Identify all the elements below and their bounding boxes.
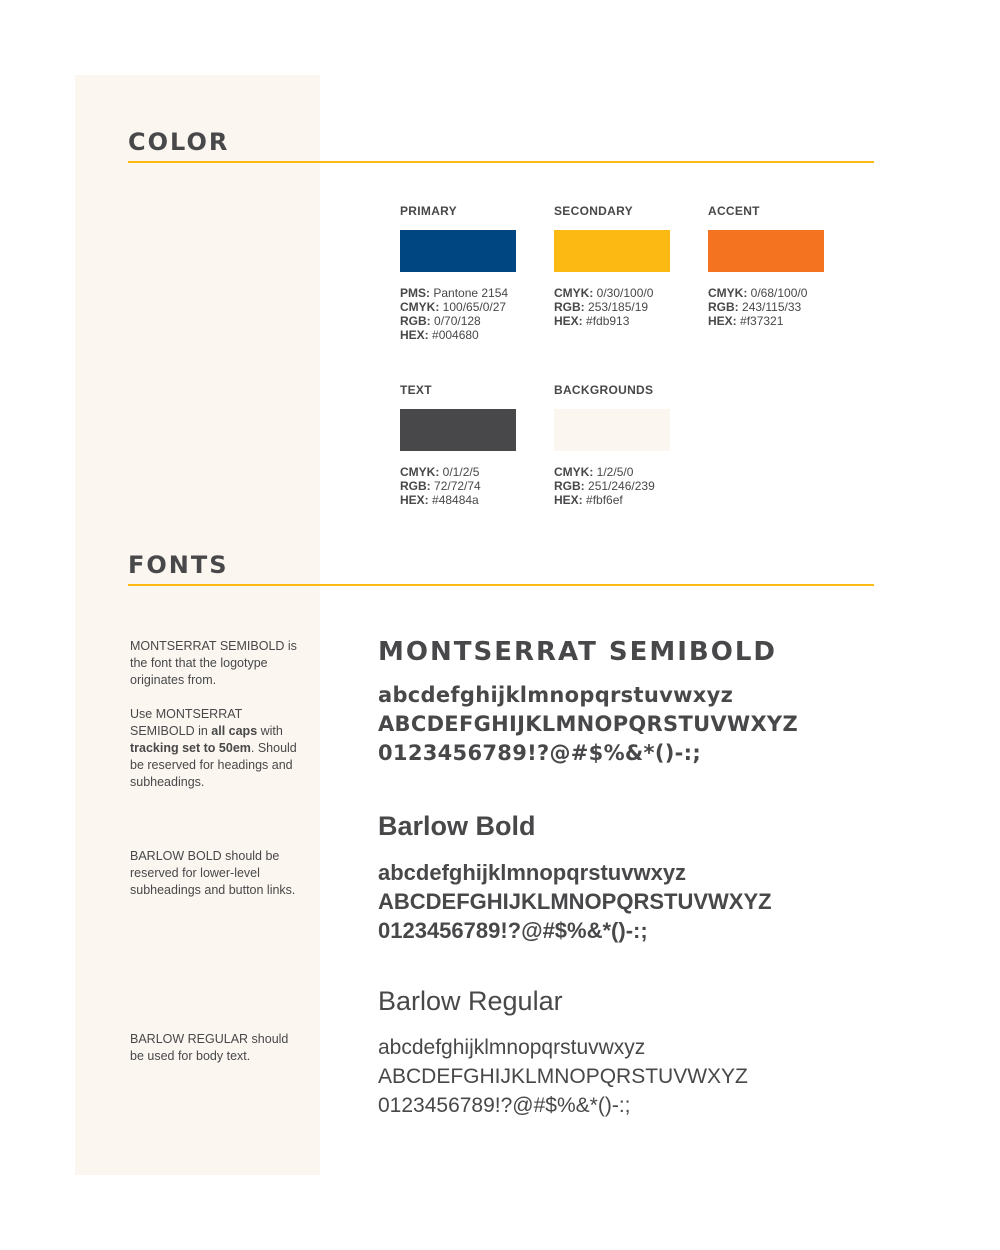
barlow-regular-specimen xyxy=(378,986,748,1120)
text-swatch xyxy=(400,409,516,451)
spec-line: CMYK: 0/30/100/0 xyxy=(554,286,654,300)
secondary-color-group xyxy=(554,204,694,328)
montserrat-note-intro: MONTSERRAT SEMIBOLD is the font that the logotype originates from. xyxy=(130,639,297,687)
primary-swatch xyxy=(400,230,516,272)
sidebar-background xyxy=(75,75,320,1175)
text-color-group xyxy=(400,383,540,507)
montserrat-specimen xyxy=(378,637,798,768)
secondary-label: SECONDARY xyxy=(554,204,633,218)
fonts-section-title: FONTS xyxy=(128,551,229,579)
spec-line: PMS: Pantone 2154 xyxy=(400,286,509,300)
accent-color-group xyxy=(708,204,848,328)
spec-line: RGB: 72/72/74 xyxy=(400,479,481,493)
barlow-bold-usage-note: BARLOW BOLD should be reserved for lower-level subheadings and button links. xyxy=(130,849,296,897)
primary-color-group xyxy=(400,204,540,342)
barlow-bold-digits: 0123456789!?@#$%&*()-:; xyxy=(378,918,648,943)
montserrat-note-usage: Use MONTSERRAT SEMIBOLD in all caps with tracking set to 50em. Should be reserved for headings and subheadings. xyxy=(130,707,297,789)
spec-line: HEX: #48484a xyxy=(400,493,479,507)
spec-line: CMYK: 100/65/0/27 xyxy=(400,300,507,314)
montserrat-digits: 0123456789!?@#$%&*()-:; xyxy=(378,741,702,765)
fonts-section-divider xyxy=(128,584,874,586)
text-label: TEXT xyxy=(400,383,432,397)
primary-label: PRIMARY xyxy=(400,204,457,218)
color-section-title: COLOR xyxy=(128,128,230,156)
barlow-regular-uppercase: ABCDEFGHIJKLMNOPQRSTUVWXYZ xyxy=(378,1065,748,1088)
montserrat-specimen-title: MONTSERRAT SEMIBOLD xyxy=(378,637,777,667)
spec-line: HEX: #f37321 xyxy=(708,314,784,328)
accent-swatch xyxy=(708,230,824,272)
backgrounds-swatch xyxy=(554,409,670,451)
barlow-bold-specimen-title: Barlow Bold xyxy=(378,811,536,841)
backgrounds-label: BACKGROUNDS xyxy=(554,383,654,397)
barlow-regular-lowercase: abcdefghijklmnopqrstuvwxyz xyxy=(378,1036,646,1059)
spec-line: RGB: 0/70/128 xyxy=(400,314,481,328)
barlow-bold-uppercase: ABCDEFGHIJKLMNOPQRSTUVWXYZ xyxy=(378,889,772,914)
spec-line: CMYK: 1/2/5/0 xyxy=(554,465,634,479)
spec-line: RGB: 243/115/33 xyxy=(708,300,802,314)
barlow-bold-specimen xyxy=(378,811,772,945)
spec-line: HEX: #fbf6ef xyxy=(554,493,623,507)
spec-line: HEX: #fdb913 xyxy=(554,314,630,328)
color-section-divider xyxy=(128,161,874,163)
barlow-regular-digits: 0123456789!?@#$%&*()-:; xyxy=(378,1094,631,1117)
spec-line: RGB: 253/185/19 xyxy=(554,300,649,314)
montserrat-usage-note xyxy=(130,638,300,791)
backgrounds-color-group xyxy=(554,383,694,507)
montserrat-uppercase: ABCDEFGHIJKLMNOPQRSTUVWXYZ xyxy=(378,712,798,736)
spec-line: HEX: #004680 xyxy=(400,328,479,342)
secondary-swatch xyxy=(554,230,670,272)
barlow-regular-specimen-title: Barlow Regular xyxy=(378,986,563,1016)
barlow-regular-usage-note: BARLOW REGULAR should be used for body text. xyxy=(130,1032,289,1063)
spec-line: CMYK: 0/1/2/5 xyxy=(400,465,480,479)
barlow-bold-lowercase: abcdefghijklmnopqrstuvwxyz xyxy=(378,860,687,885)
spec-line: RGB: 251/246/239 xyxy=(554,479,655,493)
spec-line: CMYK: 0/68/100/0 xyxy=(708,286,808,300)
montserrat-lowercase: abcdefghijklmnopqrstuvwxyz xyxy=(378,683,734,707)
accent-label: ACCENT xyxy=(708,204,760,218)
